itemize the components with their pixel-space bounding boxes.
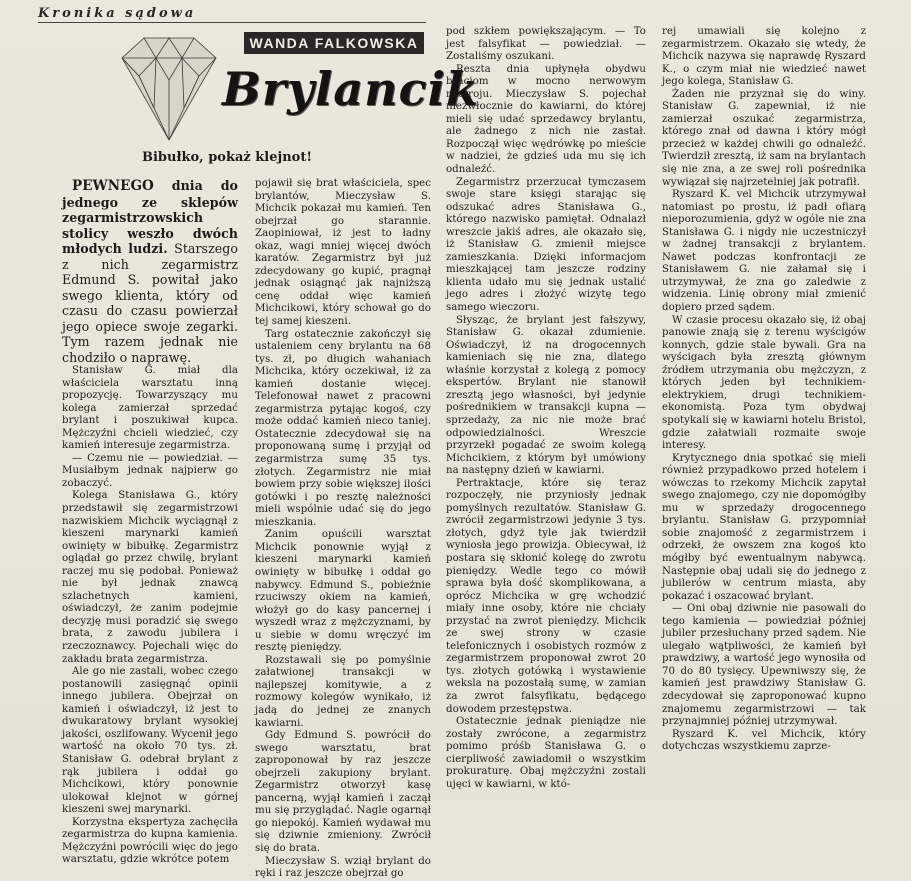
header-rule	[38, 22, 426, 23]
paragraph: Słysząc, że brylant jest fałszywy, Stanisław G. okazał zdumienie. Oświadczył, iż na drogocennych kamieniach się nie zna, dlatego właśnie korzystał z kolegą z pomocy ekspertów. Brylant nie stanowił zresztą jego własności, był jedynie pośrednikiem w transakcji kupna — sprzedaży, za nic nie może brać odpowiedzialności. Wreszcie przyrzekł pogadać ze swoim kolegą Michcikiem, z którym był umówiony na następny dzień w kawiarni.	[446, 314, 646, 477]
article-title: Brylancik	[222, 62, 479, 116]
lead-paragraph	[62, 178, 238, 365]
text-column-2	[255, 178, 431, 881]
paragraph: Pertraktacje, które się teraz rozpoczęły, nie przyniosły jednak pomyślnych rezultatów. Stanisław G. zwrócił zegarmistrzowi jedynie 3 tys. złotych, gdyż tyle jak twierdził wyniosła jego prowizja. Obiecywał, iż postara się skłonić kolegę do zwrotu pieniędzy. Wedle tego co mówił sprawa była dość skomplikowana, a oprócz Michcika w grę wchodzić miały inne osoby, które nie chciały przystać na zwrot pieniędzy. Michcik ze swej strony w czasie telefonicznych i osobistych rozmów z zegarmistrzem proponował zwrot 20 tys. złotych gotówką i wystawienie weksla na pozostałą sumę, w zamian za zwrot falsyfikatu, będącego dowodem przestępstwa.	[446, 477, 646, 715]
paragraph: Korzystna ekspertyza zachęciła zegarmistrza do kupna kamienia. Mężczyźni powrócili więc do jego warsztatu, gdzie wkrótce potem	[62, 816, 238, 866]
paragraph: pod szkłem powiększającym. — To jest falsyfikat — powiedział. — Zostaliśmy oszukani.	[446, 26, 646, 63]
paragraph: Stanisław G. miał dla właściciela warsztatu inną propozycję. Towarzyszący mu kolega zamierzał sprzedać brylant i poszukiwał kupca. Mężczyźni chcieli wiedzieć, czy kamień interesuje zegarmistrza.	[62, 365, 238, 452]
paragraph: Ryszard K. vel Michcik utrzymywał natomiast po prostu, iż padł ofiarą nieporozumienia, gdyż w ogóle nie zna Stanisława G. i nigdy nie uczestniczył w żadnej transakcji z brylantem. Nawet podczas konfrontacji ze Stanisławem G. nie załamał się i utrzymywał, że zna go zaledwie z widzenia. Linię obrony miał zmienić dopiero przed sądem.	[662, 189, 866, 314]
paragraph: Kolega Stanisława G., który przedstawił się zegarmistrzowi nazwiskiem Michcik wyciągnął z kieszeni marynarki kamień owinięty w bibułkę. Zegarmistrz oglądał go przez chwilę, brylant raczej mu się podobał. Ponieważ nie był jednak znawcą szlachetnych kamieni, oświadczył, że zanim podejmie decyzję musi poradzić się swego brata, z zawodu jubilera i rzeczoznawcy. Pojechali więc do zakładu brata zegarmistrza.	[62, 490, 238, 665]
paragraph: Gdy Edmund S. powrócił do swego warsztatu, brat zaproponował by raz jeszcze obejrzeli zakupiony brylant. Zegarmistrz otworzył kasę pancerną, wyjął kamień i zaczął mu się przyglądać. Nagle ogarnął go niepokój. Kamień wydawał mu się dziwnie zmieniony. Zwrócił się do brata.	[255, 730, 431, 854]
paragraph: Żaden nie przyznał się do winy. Stanisław G. zapewniał, iż nie zamierzał oszukać zegarmistrza, którego znał od dawna i który mógł przecież w każdej chwili go odnaleźć. Twierdził zresztą, iż sam na brylantach się nie zna, a ze swej roli pośrednika wywiązał się najrzetelniej jak potrafił.	[662, 88, 866, 188]
paragraph: Zegarmistrz przerzucał tymczasem swoje stare księgi starając się odszukać adres Stanisława G., którego nazwisko pamiętał. Odnalazł wreszcie jakiś adres, ale okazało się, iż Stanisław G. zmienił miejsce zamieszkania. Dzięki informacjom mieszkającej tam jeszcze rodziny klienta udało mu się jednak ustalić jego adres i złożyć wizytę tego samego wieczoru.	[446, 176, 646, 314]
paragraph: Ale go nie zastali, wobec czego postanowili zasięgnąć opinii innego jubilera. Obejrzał on kamień i oświadczył, iż jest to dwukaratowy brylant wysokiej jakości, oszlifowany. Wycenił jego wartość na około 70 tys. zł. Stanisław G. odebrał brylant z rąk jubilera i oddał go Michcikowi, który ponownie ulokował klejnot w górnej kieszeni swej marynarki.	[62, 666, 238, 816]
paragraph: Targ ostatecznie zakończył się ustaleniem ceny brylantu na 68 tys. zł, po długich wahaniach Michcika, który oczekiwał, iż za kamień dostanie więcej. Telefonował nawet z pracowni zegarmistrza pytając kogoś, czy może oddać kamień nieco taniej. Ostatecznie zdecydował się na proponowaną sumę i przyjął od zegarmistrza sumę 35 tys. złotych. Zegarmistrz nie miał bowiem przy sobie większej ilości gotówki i po resztę należności mieli wspólnie udać się do jego mieszkania.	[255, 328, 431, 528]
paragraph: Rozstawali się po pomyślnie załatwionej transakcji w najlepszej komitywie, a z rozmowy kolegów wynikało, iż jadą do jednej ze znanych kawiarni.	[255, 654, 431, 729]
paragraph: rej umawiali się kolejno z zegarmistrzem. Okazało się wtedy, że Michcik nazywa się naprawdę Ryszard K., o czym miał nie wiedzieć nawet jego kolega, Stanisław G.	[662, 26, 866, 88]
paragraph: pojawił się brat właściciela, spec brylantów, Mieczysław S. Michcik pokazał mu kamień. Ten obejrzał go starannie. Zaopiniował, iż jest to ładny okaz, wagi mniej więcej dwóch karatów. Zegarmistrz był już zdecydowany go kupić, pragnął jednak osiągnąć jak najniższą cenę oddał więc kamień Michcikowi, który schował go do tej samej kieszeni.	[255, 178, 431, 328]
paragraph: — Czemu nie — powiedział. — Musiałbym jednak najpierw go zobaczyć.	[62, 452, 238, 489]
text-column-1	[62, 178, 238, 867]
paragraph: Reszta dnia upłynęła obydwu braciom w mocno nerwowym nastroju. Mieczysław S. pojechał niezwłocznie do kawiarni, do której mieli się udać sprzedawcy brylantu, ale żadnego z nich nie zastał. Rozpoczął więc wędrówkę po mieście w nadziei, że gdzieś uda mu się ich odnaleźć.	[446, 63, 646, 176]
article-subtitle: Bibułko, pokaż klejnot!	[142, 150, 313, 165]
paragraph: W czasie procesu okazało się, iż obaj panowie znają się z terenu wyścigów konnych, gdzie stale bywali. Gra na wyścigach była zresztą głównym źródłem utrzymania obu mężczyzn, z których jeden był technikiem-elektrykiem, drugi technikiem-ekonomistą. Poza tym obydwaj spotykali się w kawiarni hotelu Bristol, gdzie załatwiali rozmaite swoje interesy.	[662, 314, 866, 452]
section-header: Kronika sądowa	[38, 6, 197, 21]
paragraph: Ryszard K. vel Michcik, który dotychczas wszystkiemu zaprze-	[662, 728, 866, 753]
text-column-3	[446, 26, 646, 791]
paragraph: Zanim opuścili warsztat Michcik ponownie wyjął z kieszeni marynarki kamień owinięty w bibułkę i oddał go nabywcy. Edmund S., pobieżnie rzuciwszy okiem na kamień, włożył go do kasy pancernej i wyszedł wraz z mężczyznami, by u siebie w domu wręczyć im resztę pieniędzy.	[255, 529, 431, 654]
paragraph: Krytycznego dnia spotkać się mieli również przypadkowo przed hotelem i wówczas to rzekomy Michcik zapytał swego znajomego, czy nie dopomógłby mu w sprzedaży drogocennego brylantu. Stanisław G. przypomniał sobie znajomość z zegarmistrzem i odrzekł, że owszem zna kogoś kto mógłby być ewentualnym nabywcą. Następnie obaj udali się do jednego z jubilerów w centrum miasta, aby pokazać i oszacować brylant.	[662, 452, 866, 602]
lead-bold-text: dnia do jednego ze sklepów zegarmistrzowskich stolicy weszło dwóch młodych ludzi.	[62, 178, 238, 256]
diamond-illustration	[104, 28, 234, 148]
lead-first-word: PEWNEGO	[72, 178, 154, 194]
paragraph: — Oni obaj dziwnie nie pasowali do tego kamienia — powiedział później jubiler przesłuchany przed sądem. Nie ulegało wątpliwości, że kamień był prawdziwy, a wartość jego wynosiła od 70 do 80 tysięcy. Upewniwszy się, że kamień jest prawdziwy Stanisław G. zdecydował się zaproponować kupno znajomemu zegarmistrzowi — tak przynajmniej później utrzymywał.	[662, 603, 866, 728]
text-column-4	[662, 26, 866, 754]
author-name: WANDA FALKOWSKA	[244, 32, 424, 54]
paragraph: Ostatecznie jednak pieniądze nie zostały zwrócone, a zegarmistrz pomimo próśb Stanisława G. o cierpliwość zawiadomił o wszystkim prokuraturę. Obaj mężczyźni zostali ujęci w kawiarni, w któ-	[446, 716, 646, 790]
paragraph: Mieczysław S. wziął brylant do ręki i raz jeszcze obejrzał go	[255, 855, 431, 880]
lead-plain-text: Starszego z nich zegarmistrz Edmund S. powitał jako swego klienta, który od czasu do czasu powierzał jego opiece swoje zegarki. Tym razem jednak nie chodziło o naprawę.	[62, 241, 239, 365]
